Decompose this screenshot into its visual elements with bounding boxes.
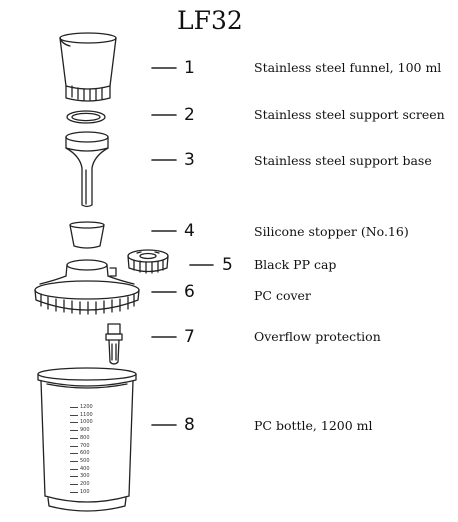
part-label-pc-cover: PC cover (254, 288, 311, 303)
part-number-5: 5 (222, 255, 233, 275)
scale-mark-label: 100 (80, 488, 90, 495)
scale-mark (70, 450, 102, 457)
part-label-overflow-protection: Overflow protection (254, 329, 381, 344)
part-number-3: 3 (184, 150, 195, 170)
part-number-4: 4 (184, 221, 195, 241)
scale-mark-label: 900 (80, 427, 90, 434)
scale-tick (70, 492, 78, 493)
scale-tick (70, 422, 78, 423)
scale-mark (70, 412, 102, 419)
scale-tick (70, 453, 78, 454)
scale-mark-label: 1100 (80, 411, 93, 418)
scale-mark-label: 700 (80, 442, 90, 449)
part-label-pp-cap: Black PP cap (254, 257, 337, 272)
scale-mark (70, 435, 102, 442)
part-number-2: 2 (184, 105, 195, 125)
scale-mark (70, 481, 102, 488)
scale-mark-label: 1000 (80, 419, 93, 426)
scale-tick (70, 476, 78, 477)
scale-tick (70, 469, 78, 470)
part-label-support-screen: Stainless steel support screen (254, 107, 445, 122)
scale-mark-label: 600 (80, 450, 90, 457)
scale-mark-label: 300 (80, 473, 90, 480)
funnel-drawing (60, 33, 116, 101)
part-number-6: 6 (184, 282, 195, 302)
support-base-drawing (66, 132, 108, 207)
scale-tick (70, 415, 78, 416)
scale-mark (70, 489, 102, 496)
part-label-pc-bottle: PC bottle, 1200 ml (254, 418, 373, 433)
scale-mark (70, 419, 102, 426)
scale-mark (70, 458, 102, 465)
scale-tick (70, 438, 78, 439)
scale-tick (70, 446, 78, 447)
scale-mark (70, 473, 102, 480)
support-screen-drawing (67, 111, 105, 123)
part-label-funnel: Stainless steel funnel, 100 ml (254, 60, 442, 75)
scale-tick (70, 484, 78, 485)
part-label-silicone-stopper: Silicone stopper (No.16) (254, 224, 409, 239)
scale-tick (70, 407, 78, 408)
part-number-8: 8 (184, 415, 195, 435)
scale-mark (70, 404, 102, 411)
diagram-title: LF32 (177, 6, 243, 35)
scale-mark-label: 500 (80, 457, 90, 464)
scale-mark (70, 466, 102, 473)
overflow-protection-drawing (106, 324, 122, 364)
scale-tick (70, 461, 78, 462)
scale-mark (70, 443, 102, 450)
part-number-1: 1 (184, 58, 195, 78)
scale-mark-label: 400 (80, 465, 90, 472)
part-number-7: 7 (184, 327, 195, 347)
scale-mark (70, 427, 102, 434)
scale-tick (70, 430, 78, 431)
part-label-support-base: Stainless steel support base (254, 153, 432, 168)
silicone-stopper-drawing (70, 222, 104, 248)
leader-lines (152, 68, 213, 425)
scale-mark-label: 200 (80, 481, 90, 487)
pc-cover-drawing (35, 260, 139, 314)
scale-mark-label: 800 (80, 434, 90, 441)
scale-mark-label: 1200 (80, 404, 93, 410)
pp-cap-drawing (128, 250, 168, 273)
